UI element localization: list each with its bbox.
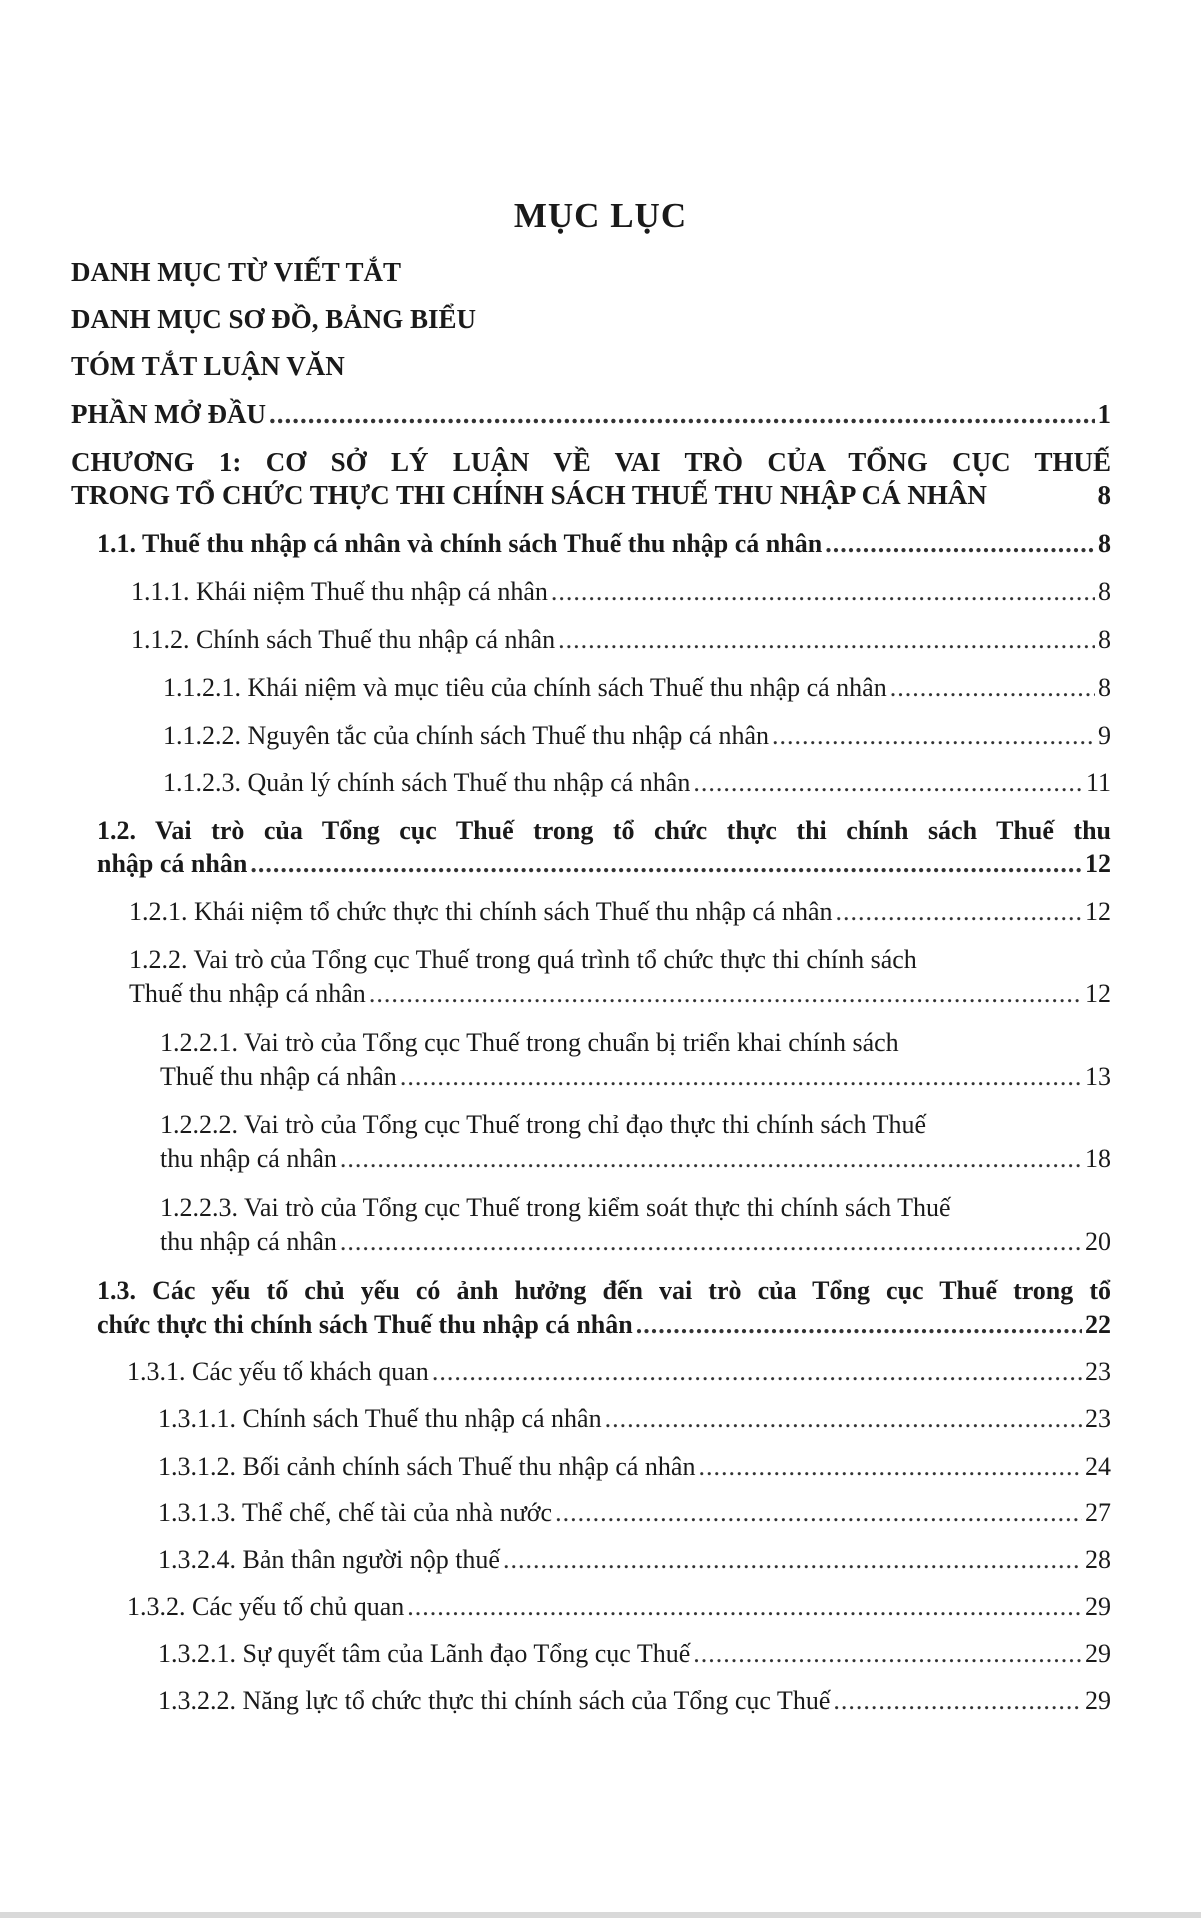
toc-entry-1-1-2-2[interactable]	[163, 720, 1111, 752]
page-title: MỤC LỤC	[513, 196, 688, 235]
toc-page-number: 8	[1098, 625, 1111, 654]
toc-page-number: 20	[1085, 1227, 1111, 1256]
dot-leader	[833, 1685, 1082, 1717]
toc-entry-label: 1.1.2.2. Nguyên tắc của chính sách Thuế thu nhập cá nhân	[163, 721, 769, 750]
toc-entry-1-3-2[interactable]	[127, 1591, 1111, 1623]
toc-entry-1-3-2-4[interactable]	[158, 1544, 1111, 1576]
toc-entry-label: 1.3.1.3. Thể chế, chế tài của nhà nước	[158, 1498, 553, 1527]
toc-entry-1-1-2-3[interactable]	[163, 767, 1111, 799]
dot-leader	[269, 398, 1095, 430]
toc-entry-1-3-2-1[interactable]	[158, 1638, 1111, 1670]
toc-entry-1-1-2[interactable]	[131, 624, 1111, 656]
toc-page-number: 1	[1097, 399, 1111, 429]
toc-entry-label: Thuế thu nhập cá nhân	[160, 1062, 397, 1091]
toc-entry-1-3-1-1[interactable]	[158, 1403, 1111, 1435]
toc-entry-label: chức thực thi chính sách Thuế thu nhập cá nhân	[97, 1310, 633, 1339]
toc-entry-label: 1.3.1.2. Bối cảnh chính sách Thuế thu nhập cá nhân	[158, 1452, 696, 1481]
toc-page-number: 9	[1098, 721, 1111, 750]
dot-leader	[407, 1591, 1082, 1623]
toc-page-number: 28	[1085, 1545, 1111, 1574]
dot-leader	[250, 848, 1082, 880]
chapter-heading-line2: TRONG TỔ CHỨC THỰC THI CHÍNH SÁCH THUẾ THU NHẬP CÁ NHÂN	[71, 480, 987, 510]
toc-entry-label: 1.3.2.4. Bản thân người nộp thuế	[158, 1545, 500, 1574]
toc-entry-label: 1.3.1. Các yếu tố khách quan	[127, 1357, 429, 1386]
toc-entry-label: 1.3.2.1. Sự quyết tâm của Lãnh đạo Tổng cục Thuế	[158, 1639, 691, 1668]
dot-leader	[503, 1544, 1082, 1576]
dot-leader	[825, 528, 1095, 560]
toc-page-number: 29	[1085, 1592, 1111, 1621]
toc-page-number: 8	[1098, 673, 1111, 702]
toc-entry-chapter-1[interactable]	[71, 479, 1111, 511]
dot-leader	[551, 576, 1095, 608]
toc-entry-label: 1.1.2.1. Khái niệm và mục tiêu của chính sách Thuế thu nhập cá nhân	[163, 673, 887, 702]
toc-entry-intro[interactable]	[71, 398, 1111, 430]
toc-entry-1-2-2-2[interactable]	[160, 1143, 1111, 1175]
toc-entry-1-2-1[interactable]	[129, 896, 1111, 928]
toc-entry-1-2-2-1-line1[interactable]: 1.2.2.1. Vai trò của Tổng cục Thuế trong chuẩn bị triển khai chính sách	[160, 1028, 899, 1057]
dot-leader	[693, 1638, 1082, 1670]
dot-leader	[693, 767, 1083, 799]
toc-page-number: 22	[1085, 1310, 1111, 1339]
toc-entry-1-2-2[interactable]	[129, 978, 1111, 1010]
toc-entry-1-3[interactable]	[97, 1309, 1111, 1341]
heading-diagrams-tables: DANH MỤC SƠ ĐỒ, BẢNG BIỂU	[71, 304, 477, 334]
toc-entry-1-1-2-1[interactable]	[163, 672, 1111, 704]
toc-entry-1-3-line1[interactable]: 1.3. Các yếu tố chủ yếu có ảnh hưởng đến vai trò của Tổng cục Thuế trong tổ	[97, 1276, 1111, 1305]
dot-leader	[890, 672, 1095, 704]
toc-entry-label: Thuế thu nhập cá nhân	[129, 979, 366, 1008]
toc-entry-label: 1.3.1.1. Chính sách Thuế thu nhập cá nhân	[158, 1404, 602, 1433]
chapter-heading-line1: CHƯƠNG 1: CƠ SỞ LÝ LUẬN VỀ VAI TRÒ CỦA TỔNG CỤC THUẾ	[71, 447, 1111, 477]
dot-leader	[432, 1356, 1082, 1388]
toc-entry-1-2-line1[interactable]: 1.2. Vai trò của Tổng cục Thuế trong tổ chức thực thi chính sách Thuế thu	[97, 816, 1111, 845]
toc-entry-label: 1.1. Thuế thu nhập cá nhân và chính sách Thuế thu nhập cá nhân	[97, 529, 823, 558]
dot-leader	[558, 624, 1095, 656]
dot-leader	[340, 1143, 1082, 1175]
toc-entry-1-3-2-2[interactable]	[158, 1685, 1111, 1717]
toc-entry-label: nhập cá nhân	[97, 849, 248, 878]
toc-entry-1-3-1[interactable]	[127, 1356, 1111, 1388]
toc-entry-1-2-2-1[interactable]	[160, 1061, 1111, 1093]
toc-entry-1-2-2-3[interactable]	[160, 1226, 1111, 1258]
toc-entry-1-2-2-line1[interactable]: 1.2.2. Vai trò của Tổng cục Thuế trong quá trình tổ chức thực thi chính sách	[129, 945, 917, 974]
dot-leader	[636, 1309, 1082, 1341]
toc-page-number: 8	[1097, 480, 1111, 510]
toc-page-number: 23	[1085, 1404, 1111, 1433]
toc-page-number: 23	[1085, 1357, 1111, 1386]
toc-page-number: 29	[1085, 1686, 1111, 1715]
dot-leader	[605, 1403, 1082, 1435]
toc-entry-1-3-1-2[interactable]	[158, 1451, 1111, 1483]
toc-entry-label: 1.1.1. Khái niệm Thuế thu nhập cá nhân	[131, 577, 548, 606]
toc-entry-label: thu nhập cá nhân	[160, 1144, 337, 1173]
toc-page-number: 27	[1085, 1498, 1111, 1527]
toc-page-number: 29	[1085, 1639, 1111, 1668]
toc-entry-1-2-2-2-line1[interactable]: 1.2.2.2. Vai trò của Tổng cục Thuế trong chỉ đạo thực thi chính sách Thuế	[160, 1110, 926, 1139]
toc-page-number: 11	[1085, 768, 1111, 797]
toc-page-number: 8	[1098, 529, 1111, 558]
toc-entry-label: PHẦN MỞ ĐẦU	[71, 399, 266, 429]
toc-entry-1-1[interactable]	[97, 528, 1111, 560]
toc-entry-label: 1.3.2.2. Năng lực tổ chức thực thi chính sách của Tổng cục Thuế	[158, 1686, 831, 1715]
toc-page-number: 12	[1085, 849, 1111, 878]
toc-entry-label: thu nhập cá nhân	[160, 1227, 337, 1256]
toc-entry-label: 1.3.2. Các yếu tố chủ quan	[127, 1592, 405, 1621]
toc-entry-1-2[interactable]	[97, 848, 1111, 880]
heading-abbreviations: DANH MỤC TỪ VIẾT TẮT	[71, 257, 402, 287]
dot-leader	[340, 1226, 1082, 1258]
toc-entry-label: 1.2.1. Khái niệm tổ chức thực thi chính sách Thuế thu nhập cá nhân	[129, 897, 833, 926]
heading-summary: TÓM TẮT LUẬN VĂN	[71, 351, 345, 381]
toc-entry-1-2-2-3-line1[interactable]: 1.2.2.3. Vai trò của Tổng cục Thuế trong kiểm soát thực thi chính sách Thuế	[160, 1193, 951, 1222]
toc-page-number: 12	[1085, 897, 1111, 926]
toc-page-number: 8	[1098, 577, 1111, 606]
dot-leader	[772, 720, 1095, 752]
toc-page-number: 13	[1085, 1062, 1111, 1091]
toc-entry-1-3-1-3[interactable]	[158, 1497, 1111, 1529]
toc-page-number: 24	[1085, 1452, 1111, 1481]
dot-leader	[698, 1451, 1082, 1483]
toc-page-number: 12	[1085, 979, 1111, 1008]
toc-entry-1-1-1[interactable]	[131, 576, 1111, 608]
dot-leader	[836, 896, 1082, 928]
dot-leader	[400, 1061, 1082, 1093]
dot-leader	[555, 1497, 1082, 1529]
dot-leader	[369, 978, 1082, 1010]
toc-page-number: 18	[1085, 1144, 1111, 1173]
scan-edge	[0, 1912, 1201, 1918]
toc-entry-label: 1.1.2. Chính sách Thuế thu nhập cá nhân	[131, 625, 556, 654]
toc-entry-label: 1.1.2.3. Quản lý chính sách Thuế thu nhập cá nhân	[163, 768, 691, 797]
